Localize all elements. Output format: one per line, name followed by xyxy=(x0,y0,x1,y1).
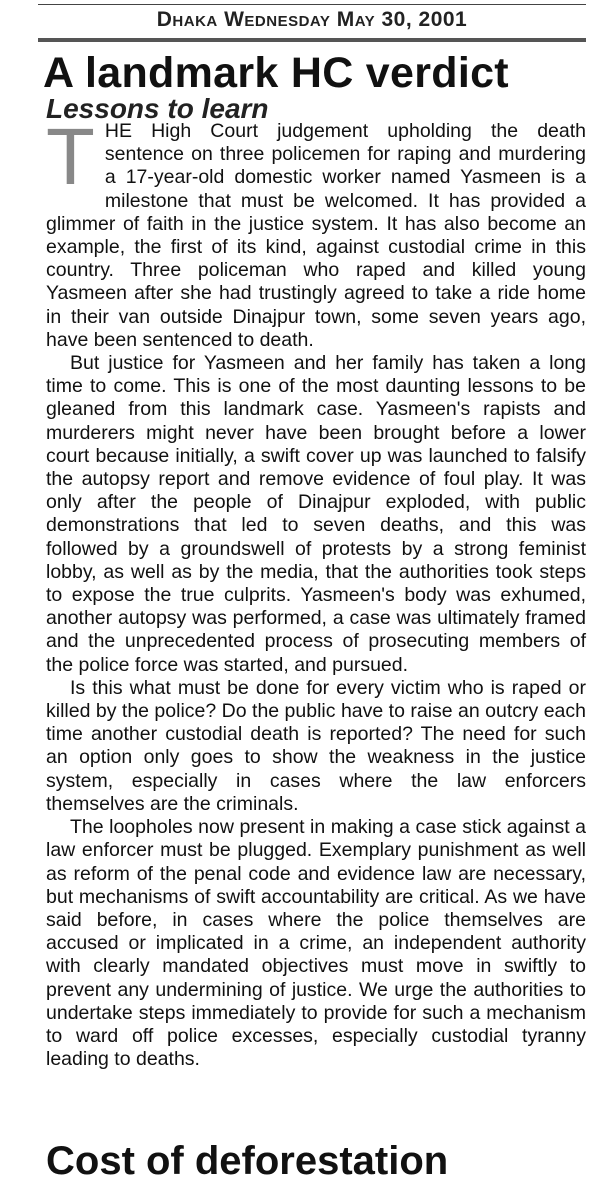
article-paragraph-3: Is this what must be done for every victim who is raped or killed by the police? Do the public have to raise an outcry each time another custodial death is reported? The need for such an option only goes to show the weakness in the justice system, especially in cases where the law enforcers themselves are the criminals. xyxy=(46,676,586,815)
article-paragraph-2: But justice for Yasmeen and her family has taken a long time to come. This is one of the most daunting lessons to be gleaned from this landmark case. Yasmeen's rapists and murderers might never have been brought before a lower court because initially, a swift cover up was launched to falsify the autopsy report and remove evidence of foul play. It was only after the people of Dinajpur exploded, with public demonstrations that led to seven deaths, and this was followed by a groundswell of protests by a strong feminist lobby, as well as by the media, that the authorities took steps to expose the true culprits. Yasmeen's body was exhumed, another autopsy was performed, a case was ultimately framed and the unprecedented process of prosecuting members of the police force was started, and pursued. xyxy=(46,352,586,676)
next-article-headline: Cost of deforestation xyxy=(46,1139,449,1183)
article-body xyxy=(46,112,586,1071)
article-paragraph-1 xyxy=(46,112,586,352)
paragraph-text: HE High Court judgement upholding the death sentence on three policemen for raping and murdering a 17-year-old domestic worker named Yasmeen is a milestone that must be welcomed. It has provided a glimmer of faith in the justice system. It has also become an example, the first of its kind, against custodial crime in this country. Three policeman who raped and killed young Yasmeen after she had trustingly agreed to take a ride home in their van outside Dinajpur town, some seven years ago, have been sentenced to death. xyxy=(46,120,586,351)
drop-cap: T xyxy=(46,112,95,201)
article-paragraph-4: The loopholes now present in making a case stick against a law enforcer must be plugged. Exemplary punishment as well as reform of the penal code and evidence law are necessary, but mechanisms of swift accountability are critical. As we have said before, in cases where the police themselves are accused or implicated in a crime, an independent authority with clearly mandated objectives must move in swiftly to prevent any undermining of justice. We urge the authorities to undertake steps immediately to provide for such a mechanism to ward off police excesses, especially custodial tyranny leading to deaths. xyxy=(46,816,586,1071)
dateline: Dhaka Wednesday May 30, 2001 xyxy=(156,8,468,31)
subheadline: Lessons to learn xyxy=(46,93,269,124)
dateline-rule xyxy=(38,38,586,42)
headline: A landmark HC verdict xyxy=(43,49,509,97)
top-rule xyxy=(38,4,586,5)
